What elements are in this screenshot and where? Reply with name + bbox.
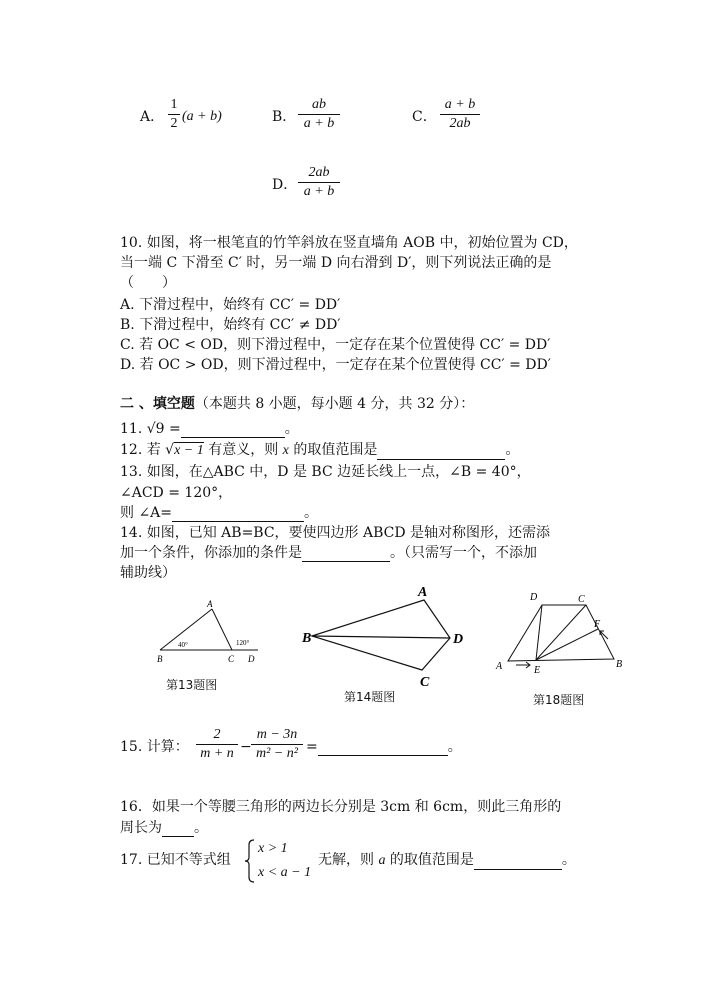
choice-c-num: a + b	[444, 97, 476, 112]
fig14-quadrilateral	[312, 600, 450, 670]
q16-answer-blank[interactable]	[162, 836, 194, 837]
q15-f2-den: m² − n²	[256, 746, 298, 761]
fig18-caption: 第18题图	[533, 693, 585, 707]
choice-d-label: D．	[272, 177, 298, 193]
fig13-label-d: D	[248, 654, 255, 664]
section-heading-note: （本题共 8 小题，每小题 4 分，共 32 分）：	[194, 396, 475, 412]
choice-c-fraction	[440, 97, 480, 132]
section-heading	[120, 395, 474, 413]
choice-c-den: 2ab	[449, 116, 471, 131]
choice-b-fraction	[298, 97, 340, 132]
q17-variable: a	[378, 853, 386, 868]
fig18-line-ef	[536, 629, 598, 660]
q13-line2: ∠ACD = 120°，	[120, 485, 233, 501]
choice-b-den: a + b	[303, 116, 335, 131]
fig14-label-c: C	[420, 675, 430, 690]
q17-suffix: 的取值范围是	[389, 852, 474, 868]
choice-b-label: B．	[272, 109, 297, 125]
q17-inequality-1: x > 1	[258, 841, 288, 856]
q15-fraction-2	[251, 727, 303, 762]
section-heading-title: 二 、填空题	[120, 396, 195, 412]
fig13-label-c: C	[228, 654, 235, 664]
q17-middle: 无解，则	[318, 852, 374, 868]
figure-18	[490, 585, 630, 675]
q12-line	[120, 441, 519, 460]
q12-suffix: 的取值范围是	[293, 442, 378, 458]
q14-prefix: 加一个条件，你添加的条件是	[120, 545, 302, 561]
fig13-angle-c: 120°	[236, 639, 250, 647]
fig18-label-e: E	[534, 665, 541, 675]
choice-d-den: a + b	[303, 184, 335, 199]
q17-end: 。	[561, 852, 576, 868]
q14-suffix: 。（只需写一个，不添加	[390, 545, 537, 561]
q12-middle: 有意义，则	[208, 442, 279, 458]
q10-line1: 10. 如图，将一根笔直的竹竿斜放在竖直墙角 AOB 中，初始位置为 CD，	[120, 235, 578, 251]
q17-label: 17. 已知不等式组	[120, 852, 231, 868]
choice-a-label: A．	[140, 109, 165, 125]
q15-label: 15. 计算：	[120, 739, 189, 755]
q13-prefix: 则 ∠A=	[120, 505, 173, 521]
q14-line1: 14. 如图，已知 AB=BC，要使四边形 ABCD 是轴对称图形，还需添	[120, 525, 551, 541]
q17-answer-line	[318, 851, 576, 870]
q10-option-d: D. 若 OC > OD，则下滑过程中，一定存在某个位置使得 CC′ = DD′	[120, 357, 551, 373]
q11-expression: √9 =	[146, 421, 181, 437]
q13-line3	[120, 504, 318, 522]
q16-line1: 16．如果一个等腰三角形的两边长分别是 3cm 和 6cm，则此三角形的	[120, 799, 562, 815]
q10-option-a: A. 下滑过程中，始终有 CC′ = DD′	[120, 297, 341, 313]
q12-label: 12.	[120, 442, 143, 458]
q12-answer-blank[interactable]	[377, 459, 505, 460]
q15-fraction-1	[196, 727, 238, 762]
q16-prefix: 周长为	[120, 820, 162, 836]
q12-end: 。	[505, 442, 520, 458]
q15-minus: −	[240, 739, 252, 755]
fig13-label-b: B	[157, 654, 163, 664]
choice-d-num: 2ab	[308, 165, 330, 180]
q17-brace	[244, 839, 256, 883]
q10-line2: 当一端 C 下滑至 C′ 时，另一端 D 向右滑到 D′，则下列说法正确的是	[120, 255, 552, 271]
q15-answer-line	[306, 738, 462, 756]
fig14-diagonal-bd	[312, 636, 450, 638]
fig14-label-a: A	[418, 585, 428, 600]
q13-end: 。	[304, 505, 319, 521]
fig14-caption: 第14题图	[344, 690, 396, 704]
q11-label: 11.	[120, 421, 143, 437]
q16-line2	[120, 819, 208, 837]
fig14-label-d: D	[453, 632, 464, 647]
q11-line	[120, 420, 299, 438]
q12-prefix: 若	[146, 442, 161, 458]
q10-line3: （ ）	[120, 275, 176, 291]
q17-answer-blank[interactable]	[474, 869, 562, 870]
fig18-line-ec	[536, 605, 586, 660]
figure-13	[150, 595, 270, 670]
fig18-label-f: F	[594, 619, 601, 630]
q15-f2-num: m − 3n	[256, 727, 298, 742]
q13-line1: 13. 如图，在△ABC 中，D 是 BC 边延长线上一点，∠B = 40°，	[120, 464, 531, 480]
choice-a-coef-den: 2	[170, 116, 178, 131]
q14-answer-blank[interactable]	[302, 561, 390, 562]
q15-end: 。	[447, 739, 462, 755]
fig18-label-c: C	[578, 594, 585, 605]
q10-option-c: C. 若 OC < OD，则下滑过程中，一定存在某个位置使得 CC′ = DD′	[120, 337, 551, 353]
fig13-line-ac	[212, 609, 232, 650]
q14-line3: 辅助线）	[120, 565, 176, 581]
fig13-angle-b: 40°	[178, 641, 188, 649]
choice-d-fraction	[298, 165, 340, 200]
choice-a-tail: (a + b)	[182, 109, 222, 124]
q11-end: 。	[284, 421, 299, 437]
fig18-label-b: B	[616, 659, 623, 670]
q11-answer-blank[interactable]	[181, 437, 285, 438]
q13-answer-blank[interactable]	[172, 521, 304, 522]
fig14-label-b: B	[302, 631, 312, 646]
q15-equals: =	[306, 739, 318, 755]
q10-option-b: B. 下滑过程中，始终有 CC′ ≠ DD′	[120, 317, 341, 333]
q15-f1-num: 2	[213, 727, 221, 742]
q15-f1-den: m + n	[200, 746, 234, 761]
figure-14	[298, 582, 478, 692]
choice-b-num: ab	[312, 97, 326, 112]
q16-end: 。	[194, 820, 208, 836]
q12-variable: x	[282, 443, 289, 458]
q12-sqrt: √x − 1	[165, 442, 204, 458]
choice-c-label: C．	[412, 109, 437, 125]
choice-a-coef-num: 1	[170, 97, 178, 112]
fig18-label-a: A	[496, 661, 503, 672]
q14-line2	[120, 544, 537, 562]
fig18-label-d: D	[530, 592, 538, 603]
choice-a-coefficient	[168, 97, 180, 132]
fig13-label-a: A	[207, 599, 213, 609]
q17-inequality-2: x < a − 1	[258, 865, 312, 880]
q15-answer-blank[interactable]	[318, 755, 448, 756]
fig13-caption: 第13题图	[166, 678, 218, 692]
q12-radicand: x − 1	[174, 443, 204, 458]
